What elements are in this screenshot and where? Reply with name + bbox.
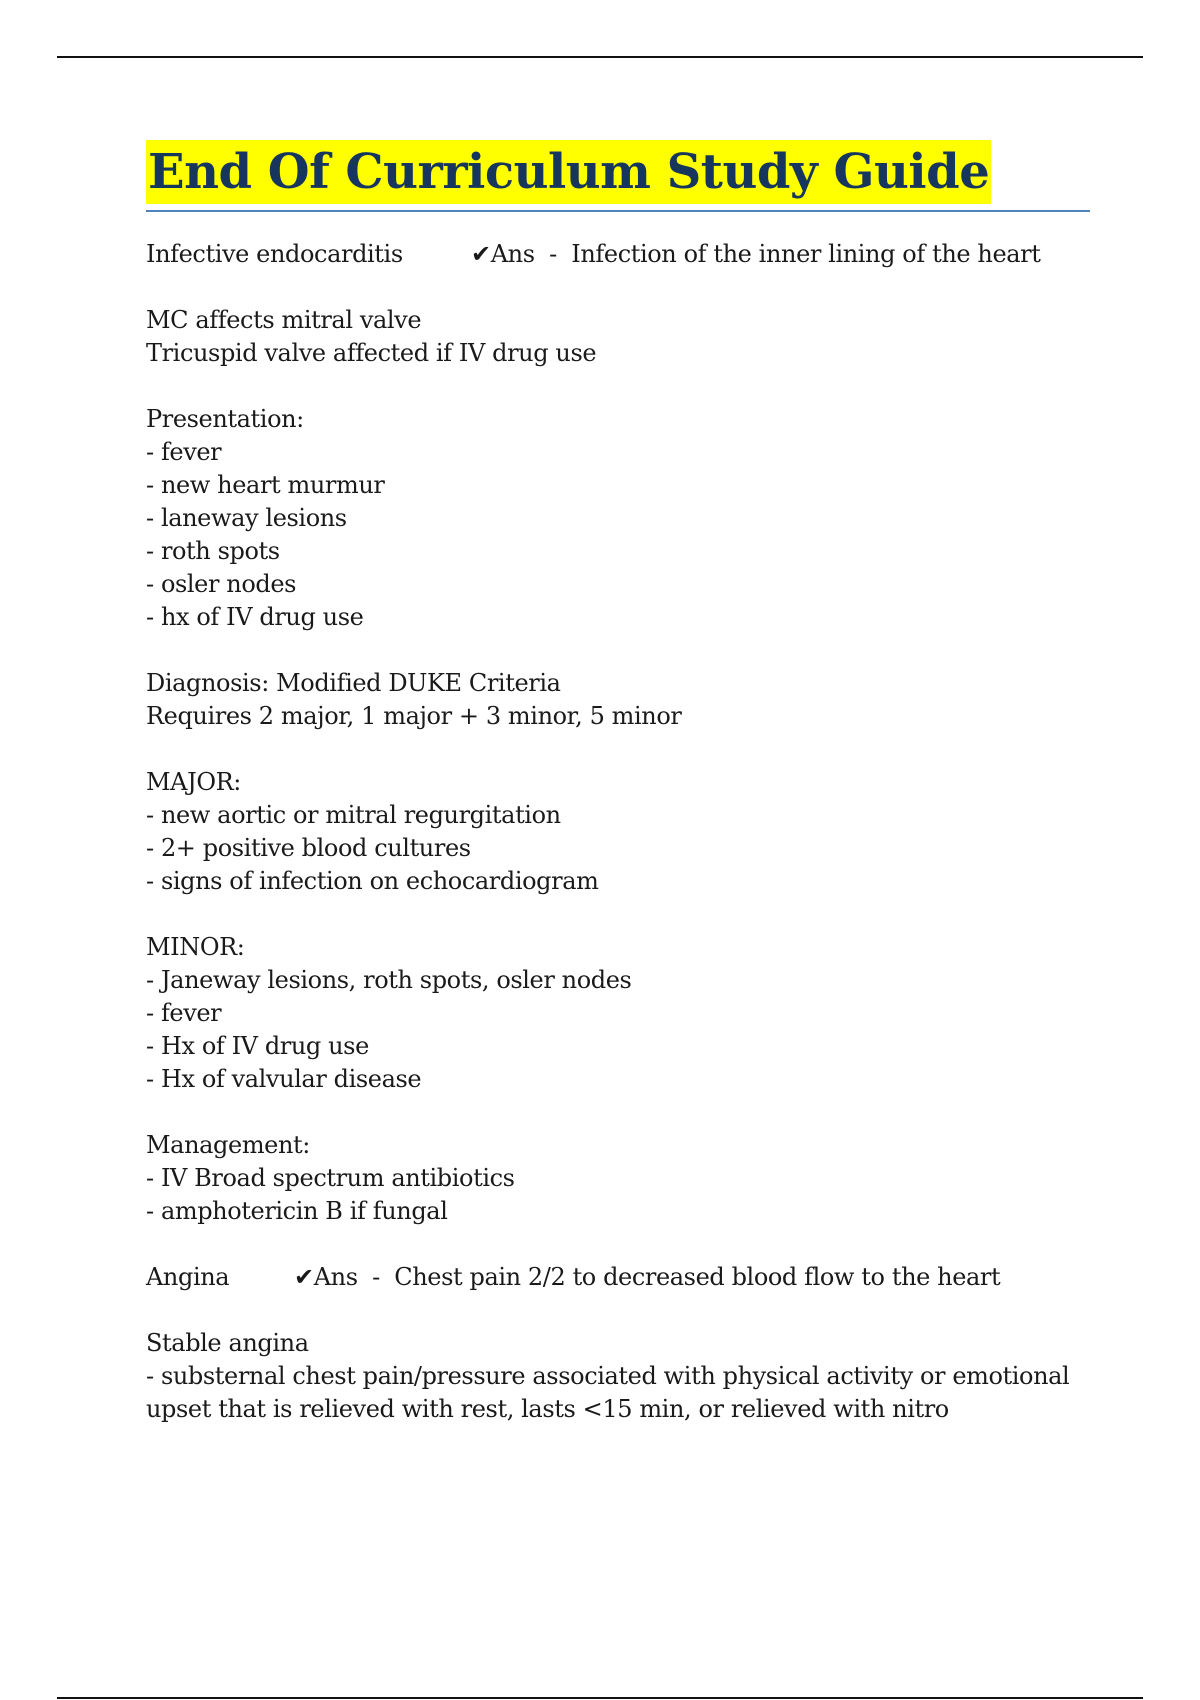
spacer xyxy=(146,1294,1090,1327)
study-guide-text xyxy=(146,238,1090,1426)
text-line: Requires 2 major, 1 major + 3 minor, 5 minor xyxy=(146,702,682,730)
page-top-rule xyxy=(57,56,1143,58)
text-paragraph: - substernal chest pain/pressure associated with physical activity or emotional upset that is relieved with rest, lasts <15 min, or relieved with nitro xyxy=(146,1362,1070,1423)
section-heading-major: MAJOR: xyxy=(146,768,241,796)
list-item: - laneway lesions xyxy=(146,504,347,532)
spacer xyxy=(146,733,1090,766)
qa-term: Angina xyxy=(146,1263,230,1291)
qa-entry-endocarditis xyxy=(146,238,1090,271)
section-heading-presentation: Presentation: xyxy=(146,405,304,433)
list-item: - new aortic or mitral regurgitation xyxy=(146,801,561,829)
list-item: - hx of IV drug use xyxy=(146,603,364,631)
spacer xyxy=(146,1228,1090,1261)
answer-marker: ✔Ans - xyxy=(471,240,557,268)
spacer xyxy=(146,634,1090,667)
spacer xyxy=(146,271,1090,304)
spacer xyxy=(146,1096,1090,1129)
list-item: - roth spots xyxy=(146,537,280,565)
spacer xyxy=(146,370,1090,403)
document-title: End Of Curriculum Study Guide xyxy=(146,140,991,204)
spacer xyxy=(146,898,1090,931)
text-line: Diagnosis: Modified DUKE Criteria xyxy=(146,669,561,697)
list-item: - signs of infection on echocardiogram xyxy=(146,867,599,895)
list-item: - new heart murmur xyxy=(146,471,385,499)
qa-answer: Chest pain 2/2 to decreased blood flow to the heart xyxy=(394,1263,1001,1291)
list-item: - fever xyxy=(146,438,222,466)
section-heading-stable-angina: Stable angina xyxy=(146,1329,309,1357)
list-item: - Janeway lesions, roth spots, osler nodes xyxy=(146,966,632,994)
section-heading-management: Management: xyxy=(146,1131,310,1159)
list-item: - amphotericin B if fungal xyxy=(146,1197,448,1225)
qa-term: Infective endocarditis xyxy=(146,240,403,268)
list-item: - fever xyxy=(146,999,222,1027)
answer-marker: ✔Ans - xyxy=(294,1263,380,1291)
list-item: - osler nodes xyxy=(146,570,297,598)
document-body xyxy=(146,140,1090,1426)
title-block xyxy=(146,140,1090,212)
qa-entry-angina xyxy=(146,1261,1090,1294)
text-line: Tricuspid valve affected if IV drug use xyxy=(146,339,597,367)
text-line: MC affects mitral valve xyxy=(146,306,422,334)
qa-answer: Infection of the inner lining of the heart xyxy=(571,240,1041,268)
list-item: - 2+ positive blood cultures xyxy=(146,834,471,862)
section-heading-minor: MINOR: xyxy=(146,933,245,961)
page-bottom-rule xyxy=(57,1697,1143,1699)
list-item: - IV Broad spectrum antibiotics xyxy=(146,1164,515,1192)
list-item: - Hx of IV drug use xyxy=(146,1032,369,1060)
list-item: - Hx of valvular disease xyxy=(146,1065,422,1093)
